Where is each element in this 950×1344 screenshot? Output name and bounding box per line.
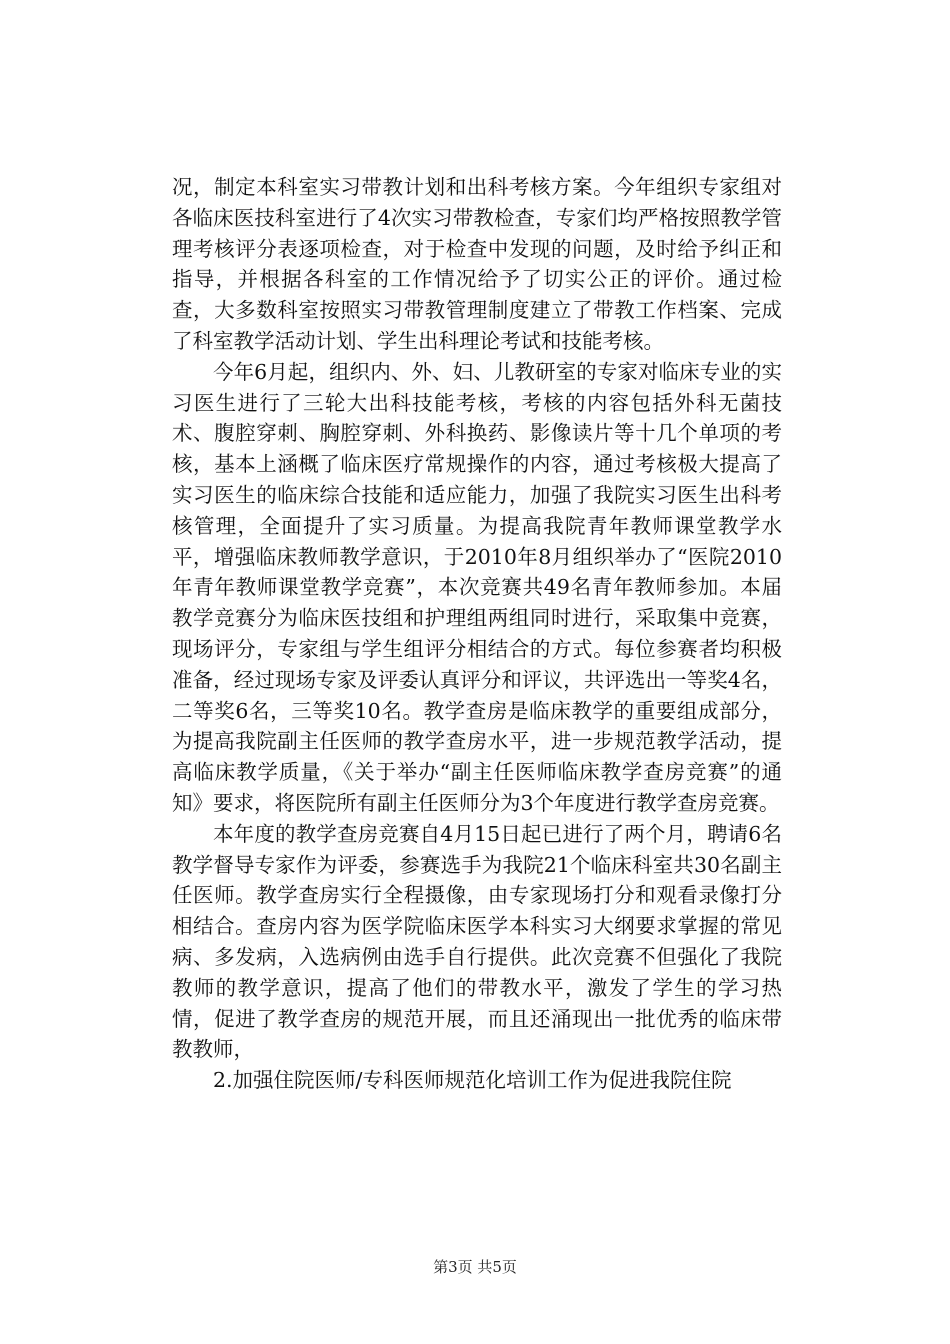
page-footer: 第3页 共5页 [433,1258,517,1276]
document-body [172,172,782,1096]
paragraph-1: 况，制定本科室实习带教计划和出科考核方案。今年组织专家组对各临床医技科室进行了4次实习带教检查，专家们均严格按照教学管理考核评分表逐项检查，对于检查中发现的问题，及时给予纠正和指导，并根据各科室的工作情况给予了切实公正的评价。通过检查，大多数科室按照实习带教管理制度建立了带教工作档案、完成了科室教学活动计划、学生出科理论考试和技能考核。 [172,175,782,353]
paragraph-2: 今年6月起，组织内、外、妇、儿教研室的专家对临床专业的实习医生进行了三轮大出科技能考核，考核的内容包括外科无菌技术、腹腔穿刺、胸腔穿刺、外科换药、影像读片等十几个单项的考核，基本上涵概了临床医疗常规操作的内容，通过考核极大提高了实习医生的临床综合技能和适应能力，加强了我院实习医生出科考核管理，全面提升了实习质量。为提高我院青年教师课堂教学水平，增强临床教师教学意识，于2010年8月组织举办了“医院2010年青年教师课堂教学竞赛”，本次竞赛共49名青年教师参加。本届教学竞赛分为临床医技组和护理组两组同时进行，采取集中竞赛，现场评分，专家组与学生组评分相结合的方式。每位参赛者均积极准备，经过现场专家及评委认真评分和评议，共评选出一等奖4名，二等奖6名，三等奖10名。教学查房是临床教学的重要组成部分，为提高我院副主任医师的教学查房水平，进一步规范教学活动，提高临床教学质量，《关于举办“副主任医师临床教学查房竞赛”的通知》要求，将医院所有副主任医师分为3个年度进行教学查房竞赛。 [172,359,782,815]
paragraph-3: 本年度的教学查房竞赛自4月15日起已进行了两个月，聘请6名教学督导专家作为评委，参赛选手为我院21个临床科室共30名副主任医师。教学查房实行全程摄像，由专家现场打分和观看录像打分相结合。查房内容为医学院临床医学本科实习大纲要求掌握的常见病、多发病，入选病例由选手自行提供。此次竞赛不但强化了我院教师的教学意识，提高了他们的带教水平，激发了学生的学习热情，促进了教学查房的规范开展，而且还涌现出一批优秀的临床带教教师， [172,821,782,1062]
paragraph-4: 2.加强住院医师/专科医师规范化培训工作为促进我院住院 [213,1068,732,1093]
